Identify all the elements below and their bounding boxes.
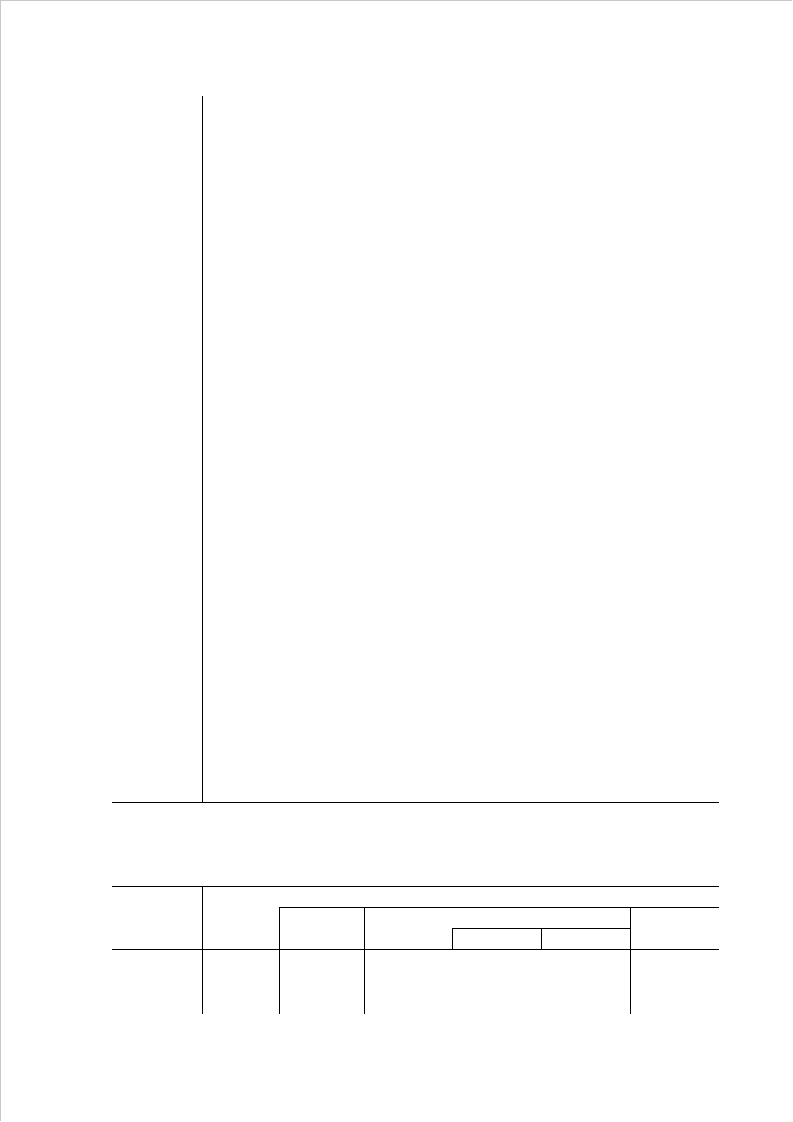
index-table-body: [112, 0, 719, 1122]
